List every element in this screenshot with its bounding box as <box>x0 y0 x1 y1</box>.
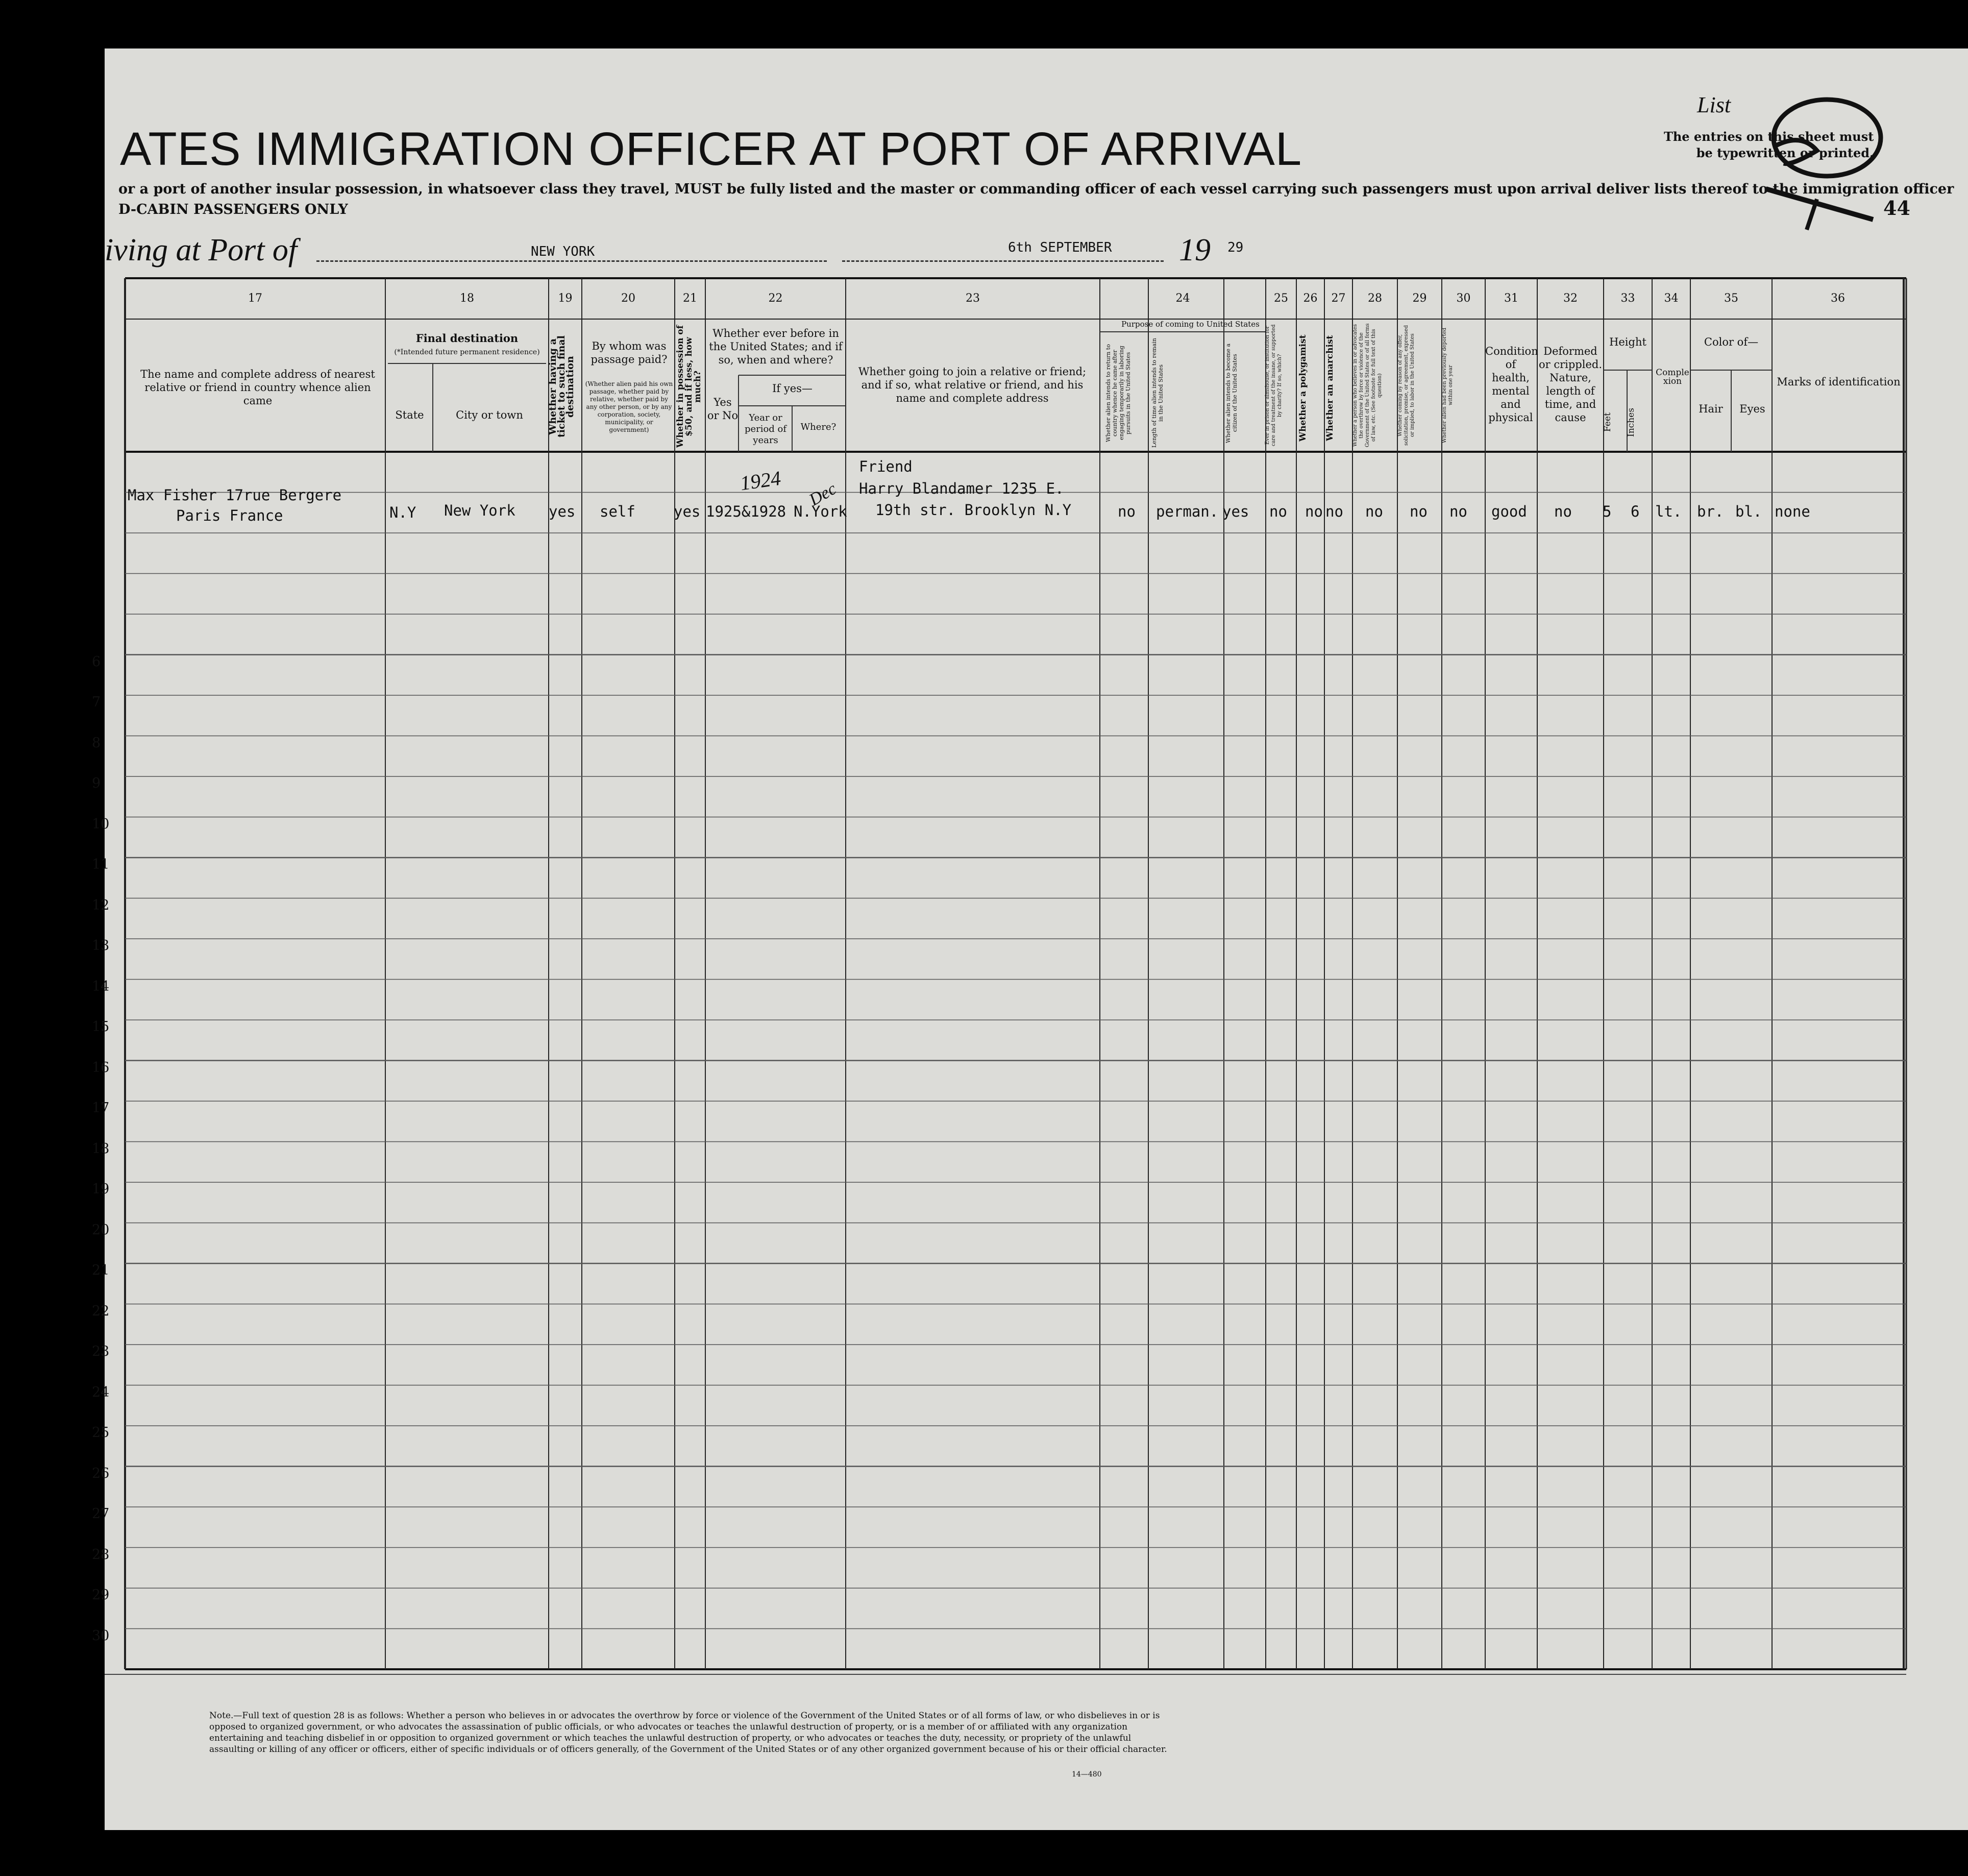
row-number: 27 <box>92 1506 110 1522</box>
entry-return: no <box>1118 503 1136 520</box>
col22-title: Whether ever before in the United States; and if so, when and where? <box>709 327 843 366</box>
row-number: 24 <box>92 1384 110 1400</box>
column-number: 20 <box>621 292 635 305</box>
date-value: 6th SEPTEMBER <box>1008 240 1112 255</box>
column-number: 27 <box>1331 292 1346 305</box>
list-note-line-1: The entries on this sheet must <box>1664 129 1874 144</box>
entry-prison: no <box>1269 503 1287 520</box>
entry-citizen: yes <box>1222 503 1249 520</box>
instruction-line: or a port of another insular possession, in whatsoever class they travel, MUST be fully listed and the master or commanding officer of each vessel carrying such passengers must upon arrival deliver lists thereof to the immigration officer <box>118 181 1954 197</box>
col33-feet: Feet <box>1603 412 1613 432</box>
column-number: 33 <box>1620 292 1635 305</box>
row-number: 7 <box>92 694 101 710</box>
col33-title: Height <box>1609 336 1646 348</box>
col18-title: Final destination <box>415 332 519 345</box>
row-number: 19 <box>92 1181 110 1197</box>
column-number: 19 <box>558 292 573 305</box>
col22-ifyes: If yes— <box>772 382 813 395</box>
column-number: 22 <box>768 292 783 305</box>
col22-where: Where? <box>800 422 837 432</box>
port-value: NEW YORK <box>531 244 595 259</box>
entry-join-name: Harry Blandamer 1235 E. <box>859 480 1064 497</box>
col22-yesno: Yes or No <box>707 396 739 422</box>
entry-deported: no <box>1449 503 1467 520</box>
entry-length: perman. <box>1156 503 1219 520</box>
col19-header: Whether having a ticket to such final destination <box>547 335 576 438</box>
row-number: 6 <box>92 653 101 670</box>
col36-header: Marks of identification <box>1777 376 1901 388</box>
entry-handwritten-year: 1924 <box>739 466 782 495</box>
entry-eyes: bl. <box>1735 503 1762 520</box>
entry-state: N.Y <box>389 504 416 521</box>
row-number: 28 <box>92 1546 110 1563</box>
entry-polygamist: no <box>1305 503 1323 520</box>
entry-feet: 5 <box>1603 503 1612 520</box>
col24-title: Purpose of coming to United States <box>1121 320 1260 329</box>
row-number: 13 <box>92 938 110 954</box>
row-number: 14 <box>92 978 110 994</box>
col24-return: Whether alien intends to return to country whence he came after engaging temporarily in laboring pursuits in the United States <box>1105 344 1131 442</box>
entry-inches: 6 <box>1631 503 1640 520</box>
row-number: 12 <box>92 897 110 913</box>
row-number: 26 <box>92 1465 110 1481</box>
col33-inches: Inches <box>1626 408 1636 437</box>
year-prefix: 19 <box>1179 233 1211 267</box>
col35-title: Color of— <box>1704 336 1759 348</box>
footnote: Note.—Full text of question 28 is as follows: Whether a person who believes in or advocates the overthrow by force or violence of the Government of the United States or of all forms of law, or who disbelieves in or is opposed to organized government, or who advocates the assassination of public officials, or who advocates or teaches the unlawful destruction of property, or is a member of or affiliated with any organization entertaining and teaching disbelief in or opposition to organized government or which teaches the unlawful destruction of property, or who advocates or teaches the duty, necessity, or propriety of the unlawful assaulting or killing of any officer or officers, either of specific individuals or of officers generally, of the Government of the United States or of any other organized government because of his or their official character. <box>209 1711 1167 1755</box>
entry-hair: br. <box>1697 503 1724 520</box>
row-number: 17 <box>92 1100 110 1116</box>
column-number: 35 <box>1724 292 1738 305</box>
col26-header: Whether a polygamist <box>1298 334 1308 442</box>
entry-labor: no <box>1410 503 1428 520</box>
page-title: ATES IMMIGRATION OFFICER AT PORT OF ARRIVAL <box>120 123 1302 175</box>
list-label: List <box>1697 92 1731 117</box>
entry-deformed: no <box>1554 503 1572 520</box>
col24-citizen: Whether alien intends to become a citizen of the United States <box>1225 343 1238 443</box>
row-number: 16 <box>92 1059 110 1076</box>
entry-before-years: 1925&1928 <box>706 503 786 520</box>
entry-before-where: N.York <box>794 503 847 520</box>
column-number: 23 <box>966 292 980 305</box>
col20-title: By whom was passage paid? <box>591 340 668 366</box>
column-number: 31 <box>1504 292 1518 305</box>
port-label: iving at Port of <box>105 233 298 267</box>
col31-header: Condition of health, mental and physical <box>1485 345 1538 424</box>
form-number: 14—480 <box>1072 1770 1102 1778</box>
col18-state: State <box>395 409 424 421</box>
row-number: 25 <box>92 1425 110 1441</box>
column-number: 25 <box>1274 292 1288 305</box>
year-suffix: 29 <box>1227 240 1244 255</box>
entry-marks: none <box>1775 503 1810 520</box>
row-number: 18 <box>92 1140 110 1157</box>
row-number: 20 <box>92 1222 110 1238</box>
column-number: 26 <box>1303 292 1318 305</box>
row-number: 23 <box>92 1344 110 1359</box>
entry-complexion: lt. <box>1655 503 1682 520</box>
row-number: 15 <box>92 1019 110 1035</box>
entry-ticket: yes <box>549 503 576 520</box>
col35-eyes: Eyes <box>1739 403 1765 415</box>
col27-header: Whether an anarchist <box>1325 335 1335 441</box>
col18-city: City or town <box>456 409 523 421</box>
row-number: 10 <box>92 816 110 832</box>
column-number: 28 <box>1368 292 1382 305</box>
col34-header: Complexion <box>1656 368 1689 386</box>
page-number: 44 <box>1883 197 1910 220</box>
column-number: 17 <box>248 292 262 305</box>
col29-header: Whether coming by reason of any offer, solicitation, promise, or agreement, expressed or implied, to labor in the United States <box>1397 325 1415 446</box>
entry-overthrow: no <box>1365 503 1383 520</box>
column-number: 32 <box>1563 292 1578 305</box>
entry-handwritten-note: Dec <box>806 479 840 510</box>
col20-note: (Whether alien paid his own passage, whether paid by relative, whether paid by any other person, or by any corporation, society, municipality, or government) <box>585 380 673 433</box>
row-number: 9 <box>92 775 101 791</box>
row-number: 29 <box>92 1587 110 1603</box>
column-number: 36 <box>1831 292 1845 305</box>
entry-money: yes <box>674 503 701 520</box>
col23-header: Whether going to join a relative or friend; and if so, what relative or friend, and his name and complete address <box>858 366 1087 404</box>
column-number: 21 <box>683 292 697 305</box>
class-line: D-CABIN PASSENGERS ONLY <box>118 202 348 217</box>
list-note-line-2: be typewritten or printed. <box>1696 145 1874 160</box>
row-number: 21 <box>92 1262 110 1278</box>
entry-city: New York <box>444 502 515 519</box>
row-number: 30 <box>92 1627 110 1644</box>
column-number: 34 <box>1664 292 1679 305</box>
entry-join-relation: Friend <box>859 458 913 475</box>
col28-header: Whether a person who believes in or advocates the overthrow by force or violence of the Government of the United States or of all forms of law, etc. (See footnote for full text of this question) <box>1352 323 1383 448</box>
col30-header: Whether alien had been previously deported within one year <box>1442 327 1454 444</box>
column-number: 18 <box>460 292 474 305</box>
row-number: 11 <box>92 857 110 872</box>
column-number: 24 <box>1175 292 1190 305</box>
column-number: 30 <box>1456 292 1471 305</box>
col18-note: (*Intended future permanent residence) <box>394 348 540 356</box>
entry-relative-line1: Max Fisher 17rue Bergere <box>128 486 342 504</box>
entry-passage: self <box>600 503 635 520</box>
entry-health: good <box>1491 503 1527 520</box>
row-number: 22 <box>92 1303 110 1319</box>
col35-hair: Hair <box>1699 403 1723 415</box>
column-number: 29 <box>1412 292 1427 305</box>
col32-header: Deformed or crippled. Nature, length of time, and cause <box>1538 345 1603 424</box>
col25-header: Ever in prison or almshouse, or institution for care and treatment of the insane, or supported by charity? If so, which? <box>1265 324 1283 447</box>
col17-header: The name and complete address of nearest relative or friend in country whence alien came <box>140 368 375 407</box>
col22-year: Year or period of years <box>744 412 787 446</box>
entry-anarchist: no <box>1325 503 1343 520</box>
entry-relative-line2: Paris France <box>176 507 283 524</box>
col21-header: Whether in possession of $50, and if less, how much? <box>675 325 703 448</box>
row-number: 8 <box>92 735 101 751</box>
col24-length: Length of time alien intends to remain in the United States <box>1151 338 1164 448</box>
entry-join-address: 19th str. Brooklyn N.Y <box>875 501 1072 519</box>
